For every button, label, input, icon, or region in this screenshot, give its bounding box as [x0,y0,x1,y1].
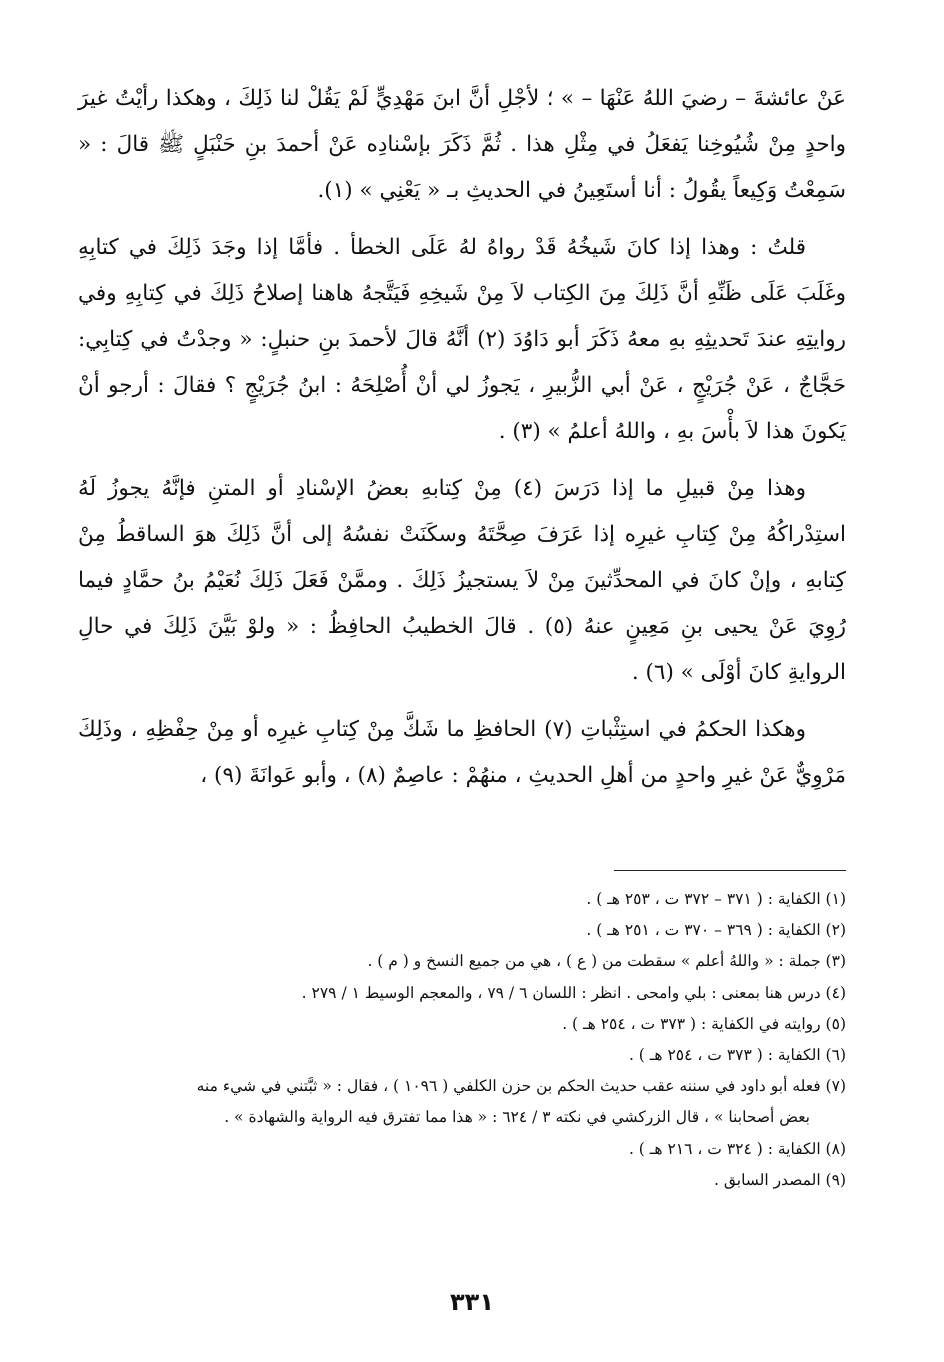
paragraph-2: قلتُ : وهذا إذا كانَ شَيخُهُ قَدْ رواهُ لهُ عَلَى الخطأ . فأمَّا إذا وجَدَ ذَلِكَ في كتابِهِ وغَلَبَ عَلَى ظَنِّهِ أنَّ ذَلِكَ مِنَ الكِتاب لاَ مِنْ شَيخِهِ فَيَتَّجهُ هاهنا إصلاحُ ذَلِكَ في كِتابِهِ وفي روايتِهِ عندَ تَحديثِهِ بهِ معهُ ذَكَرَ أبو دَاوُدَ (٢) أنَّهُ قالَ لأحمدَ بنِ حنبلٍ: « وجدْتُ في كِتابِي: حَجَّاجٌ ، عَنْ جُرَيْجٍ ، عَنْ أبي الزُّبيرِ ، يَجوزُ لي أنْ أُصْلِحَهُ : ابنُ جُرَيْجٍ ؟ فقالَ : أرجو أنْ يَكونَ هذا لاَ بأْسَ بهِ ، واللهُ أعلمُ » (٣) . [78,235,846,444]
footnote-separator [614,870,846,871]
footnote-2: (٢) الكفاية : ( ٣٦٩ – ٣٧٠ ت ، ٢٥١ هـ ) . [586,921,846,940]
footnote-6: (٦) الكفاية : ( ٣٧٣ ت ، ٢٥٤ هـ ) . [628,1046,846,1065]
paragraph-3: وهذا مِنْ قبيلِ ما إذا دَرَسَ (٤) مِنْ كِتابهِ بعضُ الإسْنادِ أو المتنِ فإنَّهُ يجوزُ لَهُ استِدْراكُهُ مِنْ كِتابِ غيرِه إذا عَرَفَ صِحَّتَهُ وسكَنَتْ نفسُهُ إلى أنَّ ذَلِكَ هوَ الساقطُ مِنْ كِتابهِ ، وإنْ كانَ في المحدِّثينَ مِنْ لاَ يستجيزُ ذَلِكَ . وممَّنْ فَعَلَ ذَلِكَ نُعَيْمُ بنُ حمَّادٍ فيما رُوِيَ عَنْ يحيى بنِ مَعِينٍ عنهُ (٥) . قالَ الخطيبُ الحافِظُ : « ولوْ بَيَّنَ ذَلِكَ في حالِ الروايةِ كانَ أوْلَى » (٦) . [78,476,847,685]
footnote-3: (٣) جملة : « واللهُ أعلم » سقطت من ( ع ) ، هي من جميع النسخ و ( م ) . [367,952,846,971]
footnote-8: (٨) الكفاية : ( ٣٢٤ ت ، ٢١٦ هـ ) . [628,1139,846,1158]
footnote-9: (٩) المصدر السابق . [713,1170,846,1189]
paragraph-1: عَنْ عائشةَ – رضيَ اللهُ عَنْهَا – » ؛ لأجْلِ أنَّ ابنَ مَهْدِيٍّ لَمْ يَقُلْ لنا ذَلِكَ ، وهكذا رأيْتُ غيرَ واحدٍ مِنْ شُيُوخِنا يَفعَلُ في مِثْلِ هذا . ثُمَّ ذَكَرَ بإسْنادِه عَنْ أحمدَ بنِ حَنْبَلٍ ﷺ قالَ : « سَمِعْتُ وَكِيعاً يقُولُ : أنا أستَعِينُ في الحديثِ بـ « يَعْنِي » (١). [78,86,846,203]
footnote-5: (٥) روايته في الكفاية : ( ٣٧٣ ت ، ٢٥٤ هـ ) . [562,1014,846,1033]
footnote-1: (١) الكفاية : ( ٣٧١ – ٣٧٢ ت ، ٢٥٣ هـ ) . [586,890,846,908]
footnote-7-continuation: بعض أصحابنا » ، قال الزركشي في نكته ٣ / ٦٢٤ : « هذا مما تفترق فيه الرواية والشهادة » . [224,1108,810,1127]
page-number: ٣٣١ [450,1288,494,1316]
main-text [78,76,846,811]
footnotes [78,884,846,1196]
footnote-4: (٤) درس هنا بمعنى : بلي وامحى . انظر : اللسان ٦ / ٧٩ ، والمعجم الوسيط ١ / ٢٧٩ . [301,983,846,1002]
footnote-7: (٧) فعله أبو داود في سننه عقب حديث الحكم بن حزن الكلفي ( ١٠٩٦ ) ، فقال : « ثبَّتني في شيء منه [196,1077,846,1096]
paragraph-4: وهكذا الحكمُ في استِثْباتِ (٧) الحافظِ ما شَكَّ مِنْ كِتابِ غيرِه أو مِنْ حِفْظِهِ ، وذَلِكَ مَرْوِيٌّ عَنْ غيرِ واحدٍ من أهلِ الحديثِ ، منهُمْ : عاصِمٌ (٨) ، وأبو عَوانَةَ (٩) ، [78,717,846,789]
